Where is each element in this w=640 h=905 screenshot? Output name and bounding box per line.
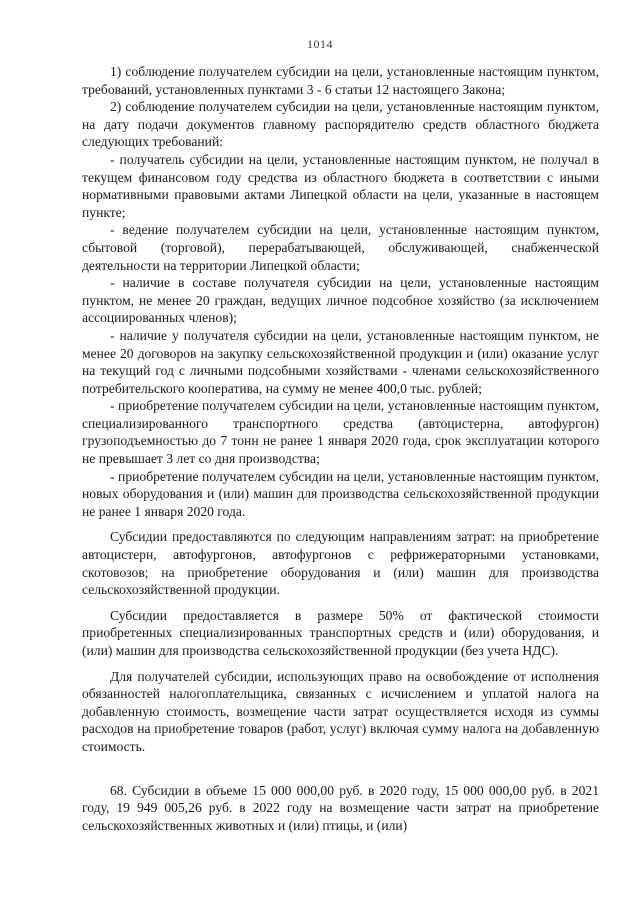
requirement-equipment: - приобретение получателем субсидии на цели, установленные настоящим пунктом, новых оборудования и (или) машин для производства сельскохозяйственной продукции не ранее 1 января 2020 года. [82, 468, 599, 519]
paragraph-subsidy-rate: Субсидии предоставляется в размере 50% от фактической стоимости приобретенных специализированных транспортных средств и (или) оборудования, и (или) машин для производства сельскохозяйственной продукции (без учета НДС). [82, 607, 599, 658]
page-number: 1014 [307, 37, 333, 51]
requirement-contracts: - наличие у получателя субсидии на цели, установленные настоящим пунктом, не менее 20 договоров на закупку сельскохозяйственной продукции и (или) оказание услуг на текущий год с личными подсобными хозяйствами - членами сельскохозяйственного потребительского кооператива, на сумму не менее 400,0 тыс. рублей; [82, 327, 599, 396]
paragraph-condition-1: 1) соблюдение получателем субсидии на цели, установленные настоящим пунктом, требований, установленных пунктами 3 - 6 статьи 12 настоящего Закона; [82, 64, 599, 97]
paragraph-condition-2: 2) соблюдение получателем субсидии на цели, установленные настоящим пунктом, на дату подачи документов главному распорядителю средств областного бюджета следующих требований: [82, 99, 599, 150]
paragraph-cost-directions: Субсидии предоставляются по следующим направлениям затрат: на приобретение автоцистерн, автофургонов, автофургонов с рефрижераторными установками, скотовозов; на приобретение оборудования и (или) машин для производства сельскохозяйственной продукции. [82, 529, 599, 598]
document-body [82, 63, 599, 834]
requirement-members: - наличие в составе получателя субсидии на цели, установленные настоящим пунктом, не менее 20 граждан, ведущих личное подсобное хозяйство (за исключением ассоциированных членов); [82, 275, 599, 326]
paragraph-vat-exempt: Для получателей субсидии, использующих право на освобождение от исполнения обязанностей налогоплательщика, связанных с исчислением и уплатой налога на добавленную стоимость, возмещение части затрат осуществляется исходя из суммы расходов на приобретение товаров (работ, услуг) включая сумму налога на добавленную стоимость. [82, 668, 599, 754]
requirement-activity: - ведение получателем субсидии на цели, установленные настоящим пунктом, сбытовой (торговой), перерабатывающей, обслуживающей, снабженческой деятельности на территории Липецкой области; [82, 222, 599, 273]
requirement-no-other-funding: - получатель субсидии на цели, установленные настоящим пунктом, не получал в текущем финансовом году средства из областного бюджета в соответствии с иными нормативными правовыми актами Липецкой области на цели, указанные в настоящем пункте; [82, 151, 599, 220]
paragraph-item-68: 68. Субсидии в объеме 15 000 000,00 руб. в 2020 году, 15 000 000,00 руб. в 2021 году, 19 949 005,26 руб. в 2022 году на возмещение части затрат на приобретение сельскохозяйственных животных и (или) птицы, и (или) [82, 782, 599, 833]
requirement-vehicle: - приобретение получателем субсидии на цели, установленные настоящим пунктом, специализированного транспортного средства (автоцистерна, автофургон) грузоподъемностью до 7 тонн не ранее 1 января 2020 года, срок эксплуатации которого не превышает 3 лет со дня производства; [82, 398, 599, 467]
